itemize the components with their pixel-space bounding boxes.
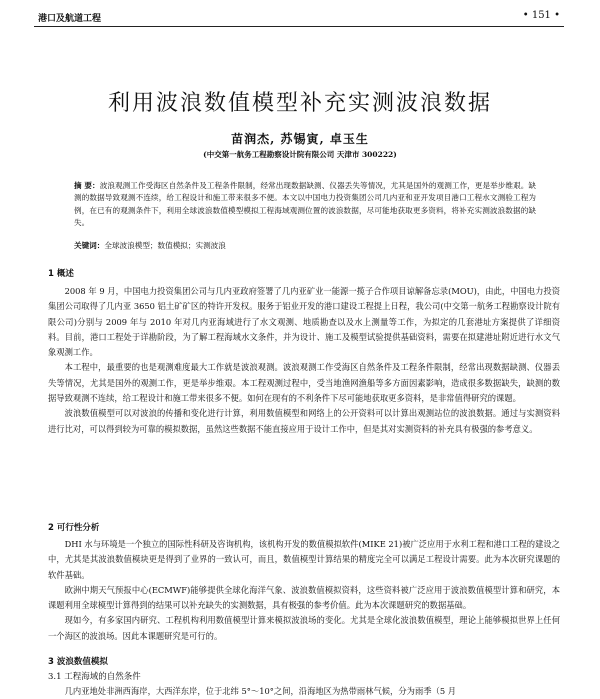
abstract-label: 摘 要： (74, 181, 100, 190)
keywords-label: 关键词： (74, 241, 105, 250)
paper-title: 利用波浪数值模型补充实测波浪数据 (107, 91, 492, 116)
paragraph: 波浪数值模型可以对波浪的传播和变化进行计算，利用数值模型和网络上的公开资料可以计算出观测站位的波浪数据。通过与实测资料进行比对，可以得到较为可靠的模拟数据，虽然这些数据不能直接应用于设计工作中，但是其对实测资料的补充具有极强的参考意义。 (48, 408, 560, 434)
paragraph: 欧洲中期天气预报中心(ECMWF)能够提供全球化海洋气象、波浪数值模拟资料，这些资料被广泛应用于波浪数值模型计算和研究，本课题利用全球模型计算得到的结果可以补充缺失的实测数据，具有极强的参考价值。此为本次课题研究的数据基础。 (48, 584, 560, 611)
paragraph: 现如今，有多家国内研究、工程机构利用数值模型计算来模拟波浪场的变化。尤其是全球化波浪数值模型，理论上能够模拟世界上任何一个海区的波浪场。因此本课题研究是可行的。 (48, 615, 560, 641)
affiliation: (中交第一航务工程勘察设计院有限公司 天津市 300222) (203, 150, 397, 159)
keywords-text: 全球波浪模型；数值模拟；实测波浪 (104, 241, 226, 250)
authors: 苗润杰, 苏锡寅, 卓玉生 (231, 132, 369, 146)
paragraph: 2008 年 9 月，中国电力投资集团公司与几内亚政府签署了几内亚矿业一能源一揽子合作项目谅解备忘录(MOU)，由此，中国电力投资集团公司取得了几内亚 3650 铝土矿矿区的特许开发权。服务于铝业开发的港口建设工程提上日程，我公司(中交第一航务工程勘察设计院有限公司)分别与 2009 年与 2010 年对几内亚海域进行了水文观测、地质勘查以及水上测量等工作，为拟定的几套港址方案提供了详细资料。目前，港口工程处于详勘阶段，为了解工程海域水文条件，并为设计、施工及模型试验提供基础资料，需要在拟建港址附近进行水文气象观测工作。 (48, 286, 560, 358)
abstract-text: 波浪观测工作受海区自然条件及工程条件限制，经常出现数据缺测、仪器丢失等情况，尤其是国外的观测工作，更是举步维艰。缺测的数据导致观测不连续，给工程设计和施工带来很多不便。本文以中国电力投资集团公司几内亚和亚开发项目港口工程水文测验工程为例，在已有的观测条件下，利用全球波浪数值模型模拟工程海域观测位置的波浪数据，尽可能地获取更多资料，将补充实测波浪数据的缺失。 (74, 181, 536, 228)
paragraph: 本工程中，最重要的也是观测难度最大工作就是波浪观测。波浪观测工作受海区自然条件及工程条件限制，经常出现数据缺测、仪器丢失等情况，尤其是国外的观测工作，更是举步维艰。本工程观测过程中，受当地渔网渔船等多方面因素影响，造成很多数据缺失，缺测的数据导致观测不连续，给工程设计和施工带来很多不便。如何在现有的不利条件下尽可能地获取更多资料，是非常值得研究的课题。 (48, 362, 560, 404)
keywords (74, 240, 536, 252)
abstract (74, 180, 536, 230)
section-heading: 3 波浪数值模拟 (48, 657, 108, 667)
journal-name: 港口及航道工程 (38, 14, 102, 24)
running-head (34, 8, 564, 27)
subsection-heading: 3.1 工程海域的自然条件 (48, 672, 141, 682)
section-3-body (48, 684, 560, 699)
page-number: • 151 • (522, 10, 560, 21)
paragraph: DHI 水与环境是一个独立的国际性科研及咨询机构，该机构开发的数值模拟软件(MIKE 21)被广泛应用于水利工程和港口工程的建设之中，尤其是其波浪数值模块更是得到了业界的一致认可，而且，数值模型计算结果的精度完全可以满足工程设计需要。此为本次研究课题的软件基础。 (48, 539, 560, 580)
paragraph: 几内亚地处非洲西海岸，大西洋东岸，位于北纬 5°～10°之间，沿海地区为热带雨林气候，分为雨季（5 月 (64, 686, 457, 696)
section-2-body (48, 537, 560, 644)
section-heading: 1 概述 (48, 269, 74, 279)
section-1-body (48, 284, 560, 437)
section-heading: 2 可行性分析 (48, 523, 100, 533)
